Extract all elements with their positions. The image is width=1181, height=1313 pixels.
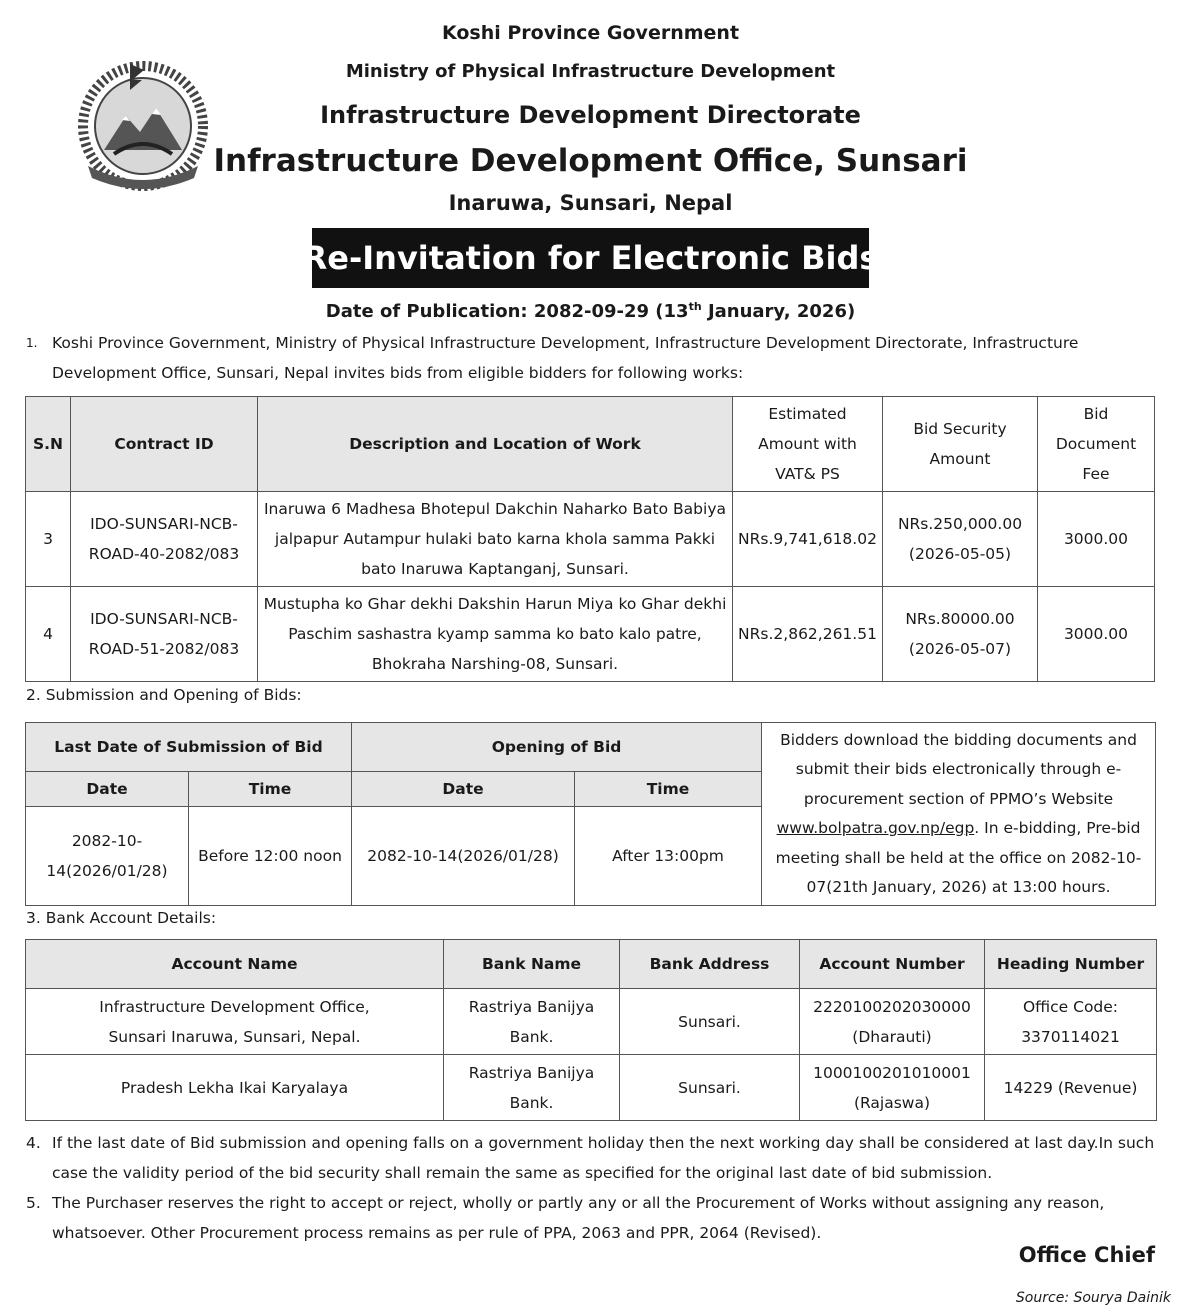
col-estimate: Estimated Amount with VAT& PS [733,397,883,492]
cell-document-fee: 3000.00 [1038,492,1155,587]
table-row [26,492,1155,587]
last-date-header: Last Date of Submission of Bid [26,723,352,772]
cell-description: Inaruwa 6 Madhesa Bhotepul Dakchin Naharko Bato Babiya jalpapur Autampur hulaki bato karna khola samma Pakki bato Inaruwa Kaptanganj, Sunsari. [258,492,733,587]
cell-contract-id: IDO-SUNSARI-NCB-ROAD-40-2082/083 [71,492,258,587]
office-name: Infrastructure Development Office, Sunsari [213,143,968,179]
intro-text: Koshi Province Government, Ministry of Physical Infrastructure Development, Infrastructure Development Directorate, Infrastructure Development Office, Sunsari, Nepal invites bids from eligible bidders for following works: [52,334,1079,382]
holiday-clause-number: 4. [26,1134,41,1152]
publication-date: Date of Publication: 2082-09-29 (13th January, 2026) [325,300,856,322]
col-document-fee: Bid Document Fee [1038,397,1155,492]
cell-estimate: NRs.9,741,618.02 [733,492,883,587]
cell-sn: 3 [26,492,71,587]
cell-heading-number: 14229 (Revenue) [985,1055,1157,1121]
opening-header: Opening of Bid [352,723,762,772]
cell-description: Mustupha ko Ghar dekhi Dakshin Harun Miya ko Ghar dekhi Paschim sashastra kyamp samma ko bato kalo patre, Bhokraha Narshing-08, Sunsari. [258,587,733,682]
col-description: Description and Location of Work [258,397,733,492]
opening-date: 2082-10-14(2026/01/28) [352,807,575,906]
ministry-name: Ministry of Physical Infrastructure Development [345,61,836,82]
e-procurement-note: Bidders download the bidding documents and submit their bids electronically through e-procurement section of PPMO’s Website www.bolpatra.gov.np/egp. In e-bidding, Pre-bid meeting shall be held at the office on 2082-10-07(21th January, 2026) at 13:00 hours. [762,723,1156,906]
bolpatra-link[interactable]: www.bolpatra.gov.np/egp [776,819,975,837]
rights-clause [26,1188,1158,1248]
source-credit: Source: Sourya Dainik [1015,1290,1171,1306]
table-row [26,1055,1157,1121]
col-account-name: Account Name [26,940,444,989]
cell-bid-security: NRs.250,000.00 (2026-05-05) [883,492,1038,587]
intro-number: 1. [26,336,38,350]
notice-title: Re-Invitation for Electronic Bids [312,228,869,288]
works-header-row [26,397,1155,492]
cell-contract-id: IDO-SUNSARI-NCB-ROAD-51-2082/083 [71,587,258,682]
col-heading-number: Heading Number [985,940,1157,989]
government-name: Koshi Province Government [441,22,740,44]
table-row [26,587,1155,682]
opening-time: After 13:00pm [575,807,762,906]
cell-heading-number: Office Code: 3370114021 [985,989,1157,1055]
col-bank-address: Bank Address [620,940,800,989]
rights-clause-number: 5. [26,1194,41,1212]
opening-date-label: Date [352,772,575,807]
col-bank-name: Bank Name [444,940,620,989]
cell-sn: 4 [26,587,71,682]
office-address: Inaruwa, Sunsari, Nepal [448,191,733,215]
cell-bank-name: Rastriya Banijya Bank. [444,989,620,1055]
works-table [25,396,1155,682]
submission-date-label: Date [26,772,189,807]
col-bid-security: Bid Security Amount [883,397,1038,492]
submission-table [25,722,1156,906]
col-sn: S.N [26,397,71,492]
submission-date: 2082-10-14(2026/01/28) [26,807,189,906]
submission-time: Before 12:00 noon [189,807,352,906]
cell-estimate: NRs.2,862,261.51 [733,587,883,682]
table-row [26,989,1157,1055]
submission-section-title: 2. Submission and Opening of Bids: [26,686,302,704]
cell-account-number: 2220100202030000 (Dharauti) [800,989,985,1055]
cell-bank-address: Sunsari. [620,1055,800,1121]
holiday-clause-text: If the last date of Bid submission and opening falls on a government holiday then the next working day shall be considered at last day.In such case the validity period of the bid security shall remain the same as specified for the original last date of bid submission. [52,1134,1155,1182]
bank-section-title: 3. Bank Account Details: [26,909,217,927]
cell-account-number: 1000100201010001 (Rajaswa) [800,1055,985,1121]
cell-document-fee: 3000.00 [1038,587,1155,682]
office-chief-signature: Office Chief [1018,1243,1155,1267]
cell-account-name: Pradesh Lekha Ikai Karyalaya [26,1055,444,1121]
intro-paragraph [26,328,1158,388]
col-contract-id: Contract ID [71,397,258,492]
opening-time-label: Time [575,772,762,807]
cell-bid-security: NRs.80000.00 (2026-05-07) [883,587,1038,682]
submission-time-label: Time [189,772,352,807]
cell-bank-address: Sunsari. [620,989,800,1055]
cell-account-name: Infrastructure Development Office, Sunsari Inaruwa, Sunsari, Nepal. [26,989,444,1055]
directorate-name: Infrastructure Development Directorate [320,101,861,129]
bank-table [25,939,1157,1121]
cell-bank-name: Rastriya Banijya Bank. [444,1055,620,1121]
holiday-clause [26,1128,1158,1188]
rights-clause-text: The Purchaser reserves the right to accept or reject, wholly or partly any or all the Procurement of Works without assigning any reason, whatsoever. Other Procurement process remains as per rule of PPA, 2063 and PPR, 2064 (Revised). [52,1194,1105,1242]
col-account-number: Account Number [800,940,985,989]
